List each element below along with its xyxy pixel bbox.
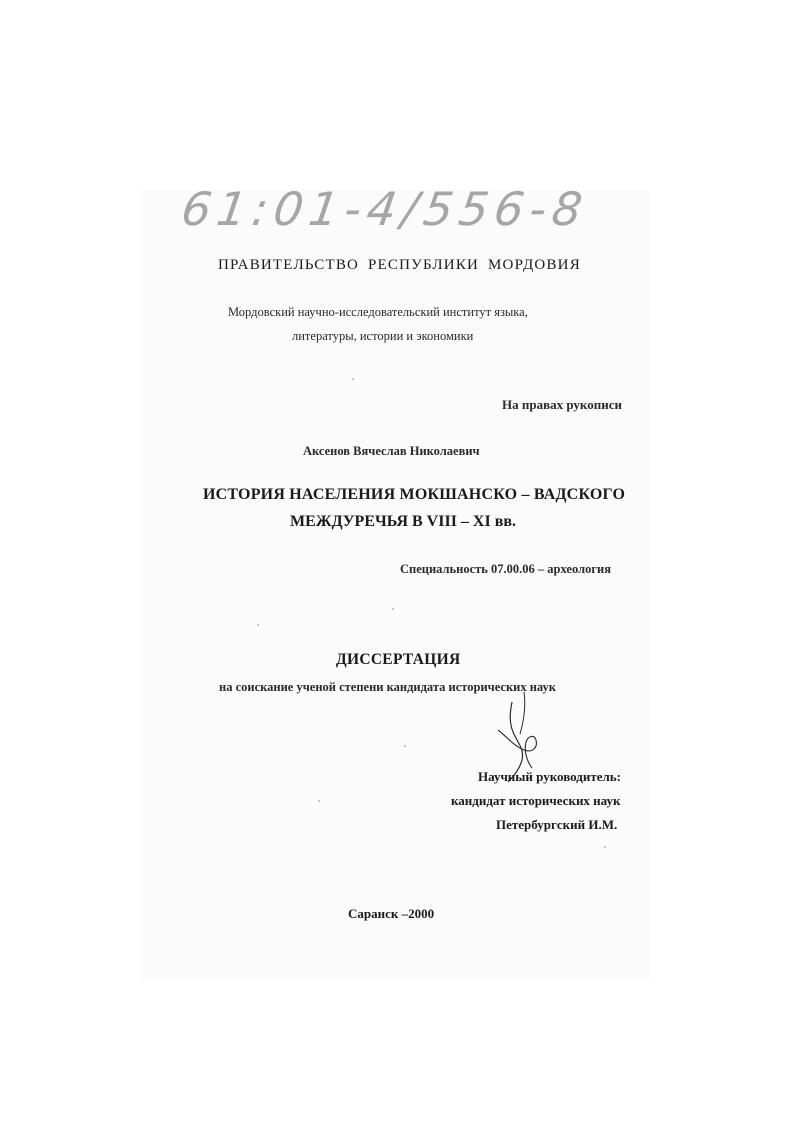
government-heading: ПРАВИТЕЛЬСТВО РЕСПУБЛИКИ МОРДОВИЯ [218, 257, 581, 273]
dissertation-title-line1: ИСТОРИЯ НАСЕЛЕНИЯ МОКШАНСКО – ВАДСКОГО [203, 486, 626, 503]
scan-speck [392, 608, 394, 610]
dissertation-title-line2: МЕЖДУРЕЧЬЯ В VIII – XI вв. [290, 513, 516, 530]
institute-name-line2: литературы, истории и экономики [292, 329, 474, 343]
scan-speck [318, 800, 320, 802]
institute-name-line1: Мордовский научно-исследовательский институт языка, [228, 305, 528, 319]
dissertation-heading: ДИССЕРТАЦИЯ [336, 651, 461, 668]
scan-speck [404, 745, 406, 747]
manuscript-rights-note: На правах рукописи [502, 397, 622, 412]
advisor-rank: кандидат исторических наук [451, 793, 621, 808]
advisor-label: Научный руководитель: [478, 769, 621, 784]
handwritten-archive-code: 61:01-4/556-8 [178, 182, 592, 236]
author-name: Аксенов Вячеслав Николаевич [303, 444, 480, 458]
scan-speck [352, 378, 354, 380]
city-and-year: Саранск –2000 [348, 906, 435, 921]
advisor-name: Петербургский И.М. [496, 817, 618, 832]
specialty-code: Специальность 07.00.06 – археология [400, 562, 611, 576]
scan-speck [604, 846, 606, 848]
degree-purpose: на соискание ученой степени кандидата исторических наук [219, 680, 556, 694]
scan-speck [257, 624, 259, 626]
